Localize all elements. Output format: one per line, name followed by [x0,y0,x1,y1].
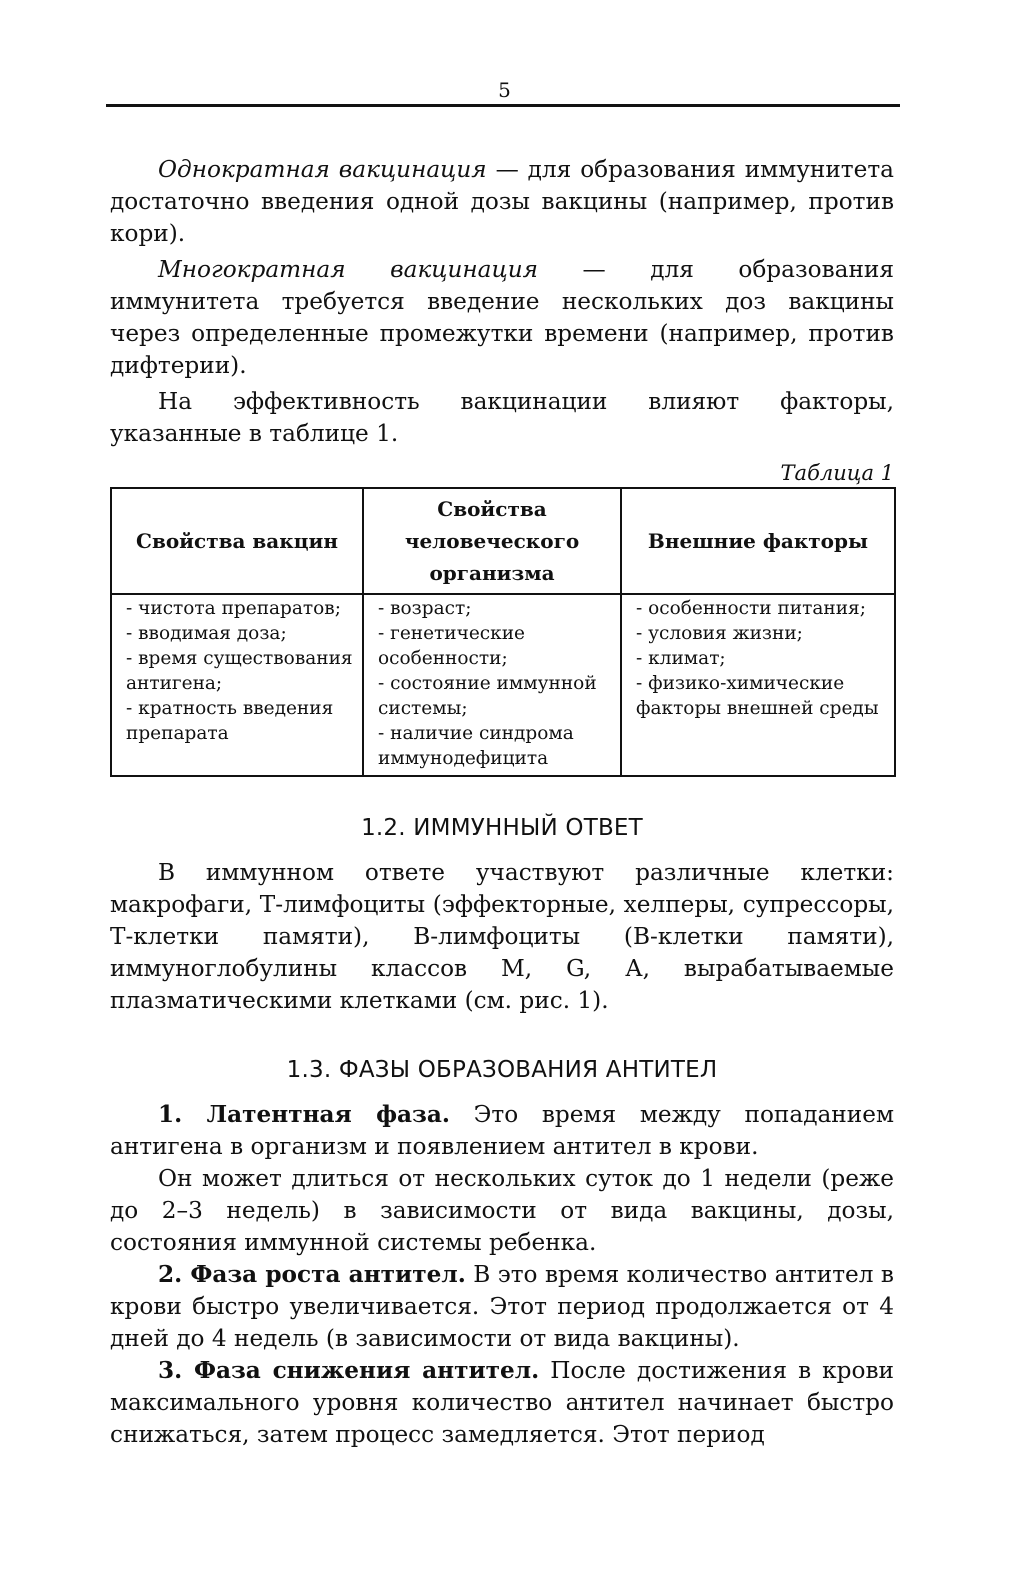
phase-1-title: 1. Латентная фаза. [158,1101,450,1128]
paragraph-phase-2: 2. Фаза роста антител. В это время количество антител в крови быстро увеличивается. Этот период продолжается от 4 дней до 4 недель (в зависимости от вида вакцины). [110,1261,894,1352]
term-single-vaccination: Однократная вакцинация [158,156,487,183]
table-row [111,594,895,776]
table-header-cell: Свойства вакцин [111,488,363,594]
list-item: - кратность введения препарата [126,698,334,744]
phase-2-title: 2. Фаза роста антител. [158,1261,466,1288]
table-cell-vaccine-properties [111,594,363,776]
list-item: - климат; [636,648,726,669]
list-item: - условия жизни; [636,623,803,644]
paragraph-factors: На эффективность вакцинации влияют факторы, указанные в таблице 1. [110,388,894,447]
table-header-cell: Свойства человеческого организма [363,488,621,594]
section-heading-immune-response: 1.2. ИММУННЫЙ ОТВЕТ [361,815,643,841]
list-item: - наличие синдрома иммунодефицита [378,723,574,769]
factors-table [110,487,896,777]
table-cell-organism-properties [363,594,621,776]
paragraph-phase-1: 1. Латентная фаза. Это время между попаданием антигена в организм и появлением антител в крови. [110,1101,894,1160]
list-item: - особенности питания; [636,598,866,619]
paragraph-single-vaccination: Однократная вакцинация — для образования иммунитета достаточно введения одной дозы вакцины (например, против кори). [110,156,895,247]
page-body [110,154,894,1451]
list-item: - возраст; [378,598,472,619]
paragraph-multiple-vaccination: Многократная вакцинация — для образования иммунитета требуется введение нескольких доз вакцины через определенные промежутки времени (например, против дифтерии). [110,256,894,379]
table-caption: Таблица 1 [780,461,894,485]
list-item: - состояние иммунной системы; [378,673,597,719]
phase-3-title: 3. Фаза снижения антител. [158,1357,540,1384]
list-item: - вводимая доза; [126,623,287,644]
table-cell-external-factors [621,594,895,776]
list-item: - генетические особенности; [378,623,525,669]
table-header-cell: Внешние факторы [621,488,895,594]
paragraph-phase-1-duration: Он может длиться от нескольких суток до 1 недели (реже до 2–3 недель) в зависимости от вида вакцины, дозы, состояния иммунной системы ребенка. [110,1165,894,1256]
list-item: - чистота препаратов; [126,598,341,619]
term-multiple-vaccination: Многократная вакцинация [158,256,538,283]
section-heading-antibody-phases: 1.3. ФАЗЫ ОБРАЗОВАНИЯ АНТИТЕЛ [286,1057,718,1083]
list-item: - время существования антигена; [126,648,353,694]
list-item: - физико-химические факторы внешней среды [636,673,879,719]
page-number: 5 [498,78,511,102]
header-rule [106,104,900,107]
paragraph-immune-response: В иммунном ответе участвуют различные клетки: макрофаги, Т-лимфоциты (эффекторные, хелперы, супрессоры, Т-клетки памяти), В-лимфоциты (В-клетки памяти), иммуноглобулины классов М, G, А, вырабатываемые плазматическими клетками (см. рис. 1). [110,859,894,1014]
paragraph-phase-3: 3. Фаза снижения антител. После достижения в крови максимального уровня количество антител начинает быстро снижаться, затем процесс замедляется. Этот период [110,1357,894,1448]
table-header-row [111,488,895,594]
